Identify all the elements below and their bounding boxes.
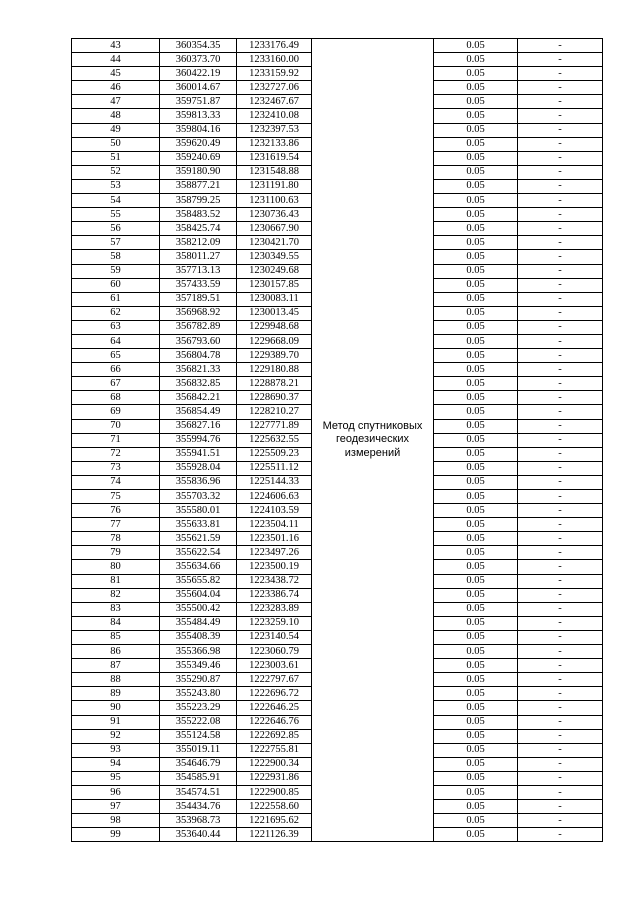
accuracy-cell: 0.05 (434, 433, 518, 447)
point-number-cell: 61 (72, 292, 160, 306)
x-coordinate-cell: 359804.16 (160, 123, 237, 137)
note-cell: - (518, 236, 603, 250)
note-cell: - (518, 602, 603, 616)
y-coordinate-cell: 1223500.19 (237, 560, 312, 574)
point-number-cell: 82 (72, 588, 160, 602)
note-cell: - (518, 222, 603, 236)
note-cell: - (518, 814, 603, 828)
x-coordinate-cell: 355633.81 (160, 518, 237, 532)
y-coordinate-cell: 1230013.45 (237, 306, 312, 320)
note-cell: - (518, 743, 603, 757)
x-coordinate-cell: 355222.08 (160, 715, 237, 729)
accuracy-cell: 0.05 (434, 194, 518, 208)
accuracy-cell: 0.05 (434, 616, 518, 630)
note-cell: - (518, 475, 603, 489)
y-coordinate-cell: 1229180.88 (237, 363, 312, 377)
x-coordinate-cell: 360373.70 (160, 53, 237, 67)
accuracy-cell: 0.05 (434, 137, 518, 151)
accuracy-cell: 0.05 (434, 588, 518, 602)
accuracy-cell: 0.05 (434, 701, 518, 715)
x-coordinate-cell: 356842.21 (160, 391, 237, 405)
x-coordinate-cell: 354434.76 (160, 800, 237, 814)
note-cell: - (518, 137, 603, 151)
point-number-cell: 98 (72, 814, 160, 828)
point-number-cell: 66 (72, 363, 160, 377)
note-cell: - (518, 334, 603, 348)
note-cell: - (518, 785, 603, 799)
point-number-cell: 89 (72, 687, 160, 701)
point-number-cell: 47 (72, 95, 160, 109)
point-number-cell: 69 (72, 405, 160, 419)
y-coordinate-cell: 1232410.08 (237, 109, 312, 123)
accuracy-cell: 0.05 (434, 814, 518, 828)
accuracy-cell: 0.05 (434, 659, 518, 673)
accuracy-cell: 0.05 (434, 81, 518, 95)
point-number-cell: 86 (72, 645, 160, 659)
point-number-cell: 67 (72, 377, 160, 391)
point-number-cell: 83 (72, 602, 160, 616)
accuracy-cell: 0.05 (434, 278, 518, 292)
accuracy-cell: 0.05 (434, 673, 518, 687)
x-coordinate-cell: 355836.96 (160, 475, 237, 489)
x-coordinate-cell: 360422.19 (160, 67, 237, 81)
x-coordinate-cell: 356854.49 (160, 405, 237, 419)
note-cell: - (518, 715, 603, 729)
note-cell: - (518, 588, 603, 602)
x-coordinate-cell: 355580.01 (160, 504, 237, 518)
y-coordinate-cell: 1223497.26 (237, 546, 312, 560)
y-coordinate-cell: 1230083.11 (237, 292, 312, 306)
accuracy-cell: 0.05 (434, 208, 518, 222)
accuracy-cell: 0.05 (434, 461, 518, 475)
y-coordinate-cell: 1223283.89 (237, 602, 312, 616)
point-number-cell: 75 (72, 490, 160, 504)
note-cell: - (518, 673, 603, 687)
y-coordinate-cell: 1231619.54 (237, 151, 312, 165)
point-number-cell: 64 (72, 334, 160, 348)
x-coordinate-cell: 357189.51 (160, 292, 237, 306)
point-number-cell: 53 (72, 179, 160, 193)
accuracy-cell: 0.05 (434, 532, 518, 546)
note-cell: - (518, 532, 603, 546)
x-coordinate-cell: 359180.90 (160, 165, 237, 179)
x-coordinate-cell: 353968.73 (160, 814, 237, 828)
note-cell: - (518, 616, 603, 630)
point-number-cell: 77 (72, 518, 160, 532)
point-number-cell: 59 (72, 264, 160, 278)
x-coordinate-cell: 358877.21 (160, 179, 237, 193)
accuracy-cell: 0.05 (434, 109, 518, 123)
point-number-cell: 50 (72, 137, 160, 151)
y-coordinate-cell: 1222931.86 (237, 771, 312, 785)
point-number-cell: 62 (72, 306, 160, 320)
x-coordinate-cell: 354574.51 (160, 785, 237, 799)
note-cell: - (518, 560, 603, 574)
coordinates-table-body (72, 39, 603, 842)
accuracy-cell: 0.05 (434, 405, 518, 419)
note-cell: - (518, 630, 603, 644)
note-cell: - (518, 165, 603, 179)
accuracy-cell: 0.05 (434, 687, 518, 701)
x-coordinate-cell: 357433.59 (160, 278, 237, 292)
y-coordinate-cell: 1232133.86 (237, 137, 312, 151)
note-cell: - (518, 39, 603, 53)
accuracy-cell: 0.05 (434, 630, 518, 644)
accuracy-cell: 0.05 (434, 518, 518, 532)
accuracy-cell: 0.05 (434, 53, 518, 67)
point-number-cell: 51 (72, 151, 160, 165)
accuracy-cell: 0.05 (434, 179, 518, 193)
y-coordinate-cell: 1222900.85 (237, 785, 312, 799)
y-coordinate-cell: 1223504.11 (237, 518, 312, 532)
accuracy-cell: 0.05 (434, 67, 518, 81)
y-coordinate-cell: 1232727.06 (237, 81, 312, 95)
point-number-cell: 84 (72, 616, 160, 630)
y-coordinate-cell: 1231548.88 (237, 165, 312, 179)
y-coordinate-cell: 1230421.70 (237, 236, 312, 250)
note-cell: - (518, 349, 603, 363)
y-coordinate-cell: 1233160.00 (237, 53, 312, 67)
y-coordinate-cell: 1223259.10 (237, 616, 312, 630)
note-cell: - (518, 123, 603, 137)
accuracy-cell: 0.05 (434, 39, 518, 53)
point-number-cell: 87 (72, 659, 160, 673)
point-number-cell: 94 (72, 757, 160, 771)
y-coordinate-cell: 1222692.85 (237, 729, 312, 743)
note-cell: - (518, 518, 603, 532)
point-number-cell: 48 (72, 109, 160, 123)
point-number-cell: 58 (72, 250, 160, 264)
y-coordinate-cell: 1230157.85 (237, 278, 312, 292)
y-coordinate-cell: 1222755.81 (237, 743, 312, 757)
point-number-cell: 76 (72, 504, 160, 518)
point-number-cell: 68 (72, 391, 160, 405)
note-cell: - (518, 757, 603, 771)
accuracy-cell: 0.05 (434, 165, 518, 179)
x-coordinate-cell: 356793.60 (160, 334, 237, 348)
accuracy-cell: 0.05 (434, 757, 518, 771)
y-coordinate-cell: 1233159.92 (237, 67, 312, 81)
x-coordinate-cell: 355634.66 (160, 560, 237, 574)
accuracy-cell: 0.05 (434, 645, 518, 659)
x-coordinate-cell: 358483.52 (160, 208, 237, 222)
y-coordinate-cell: 1231100.63 (237, 194, 312, 208)
accuracy-cell: 0.05 (434, 264, 518, 278)
y-coordinate-cell: 1230667.90 (237, 222, 312, 236)
y-coordinate-cell: 1233176.49 (237, 39, 312, 53)
y-coordinate-cell: 1229389.70 (237, 349, 312, 363)
accuracy-cell: 0.05 (434, 222, 518, 236)
point-number-cell: 70 (72, 419, 160, 433)
y-coordinate-cell: 1225509.23 (237, 447, 312, 461)
accuracy-cell: 0.05 (434, 785, 518, 799)
point-number-cell: 78 (72, 532, 160, 546)
y-coordinate-cell: 1222646.25 (237, 701, 312, 715)
accuracy-cell: 0.05 (434, 504, 518, 518)
point-number-cell: 91 (72, 715, 160, 729)
accuracy-cell: 0.05 (434, 391, 518, 405)
accuracy-cell: 0.05 (434, 151, 518, 165)
point-number-cell: 55 (72, 208, 160, 222)
y-coordinate-cell: 1222696.72 (237, 687, 312, 701)
point-number-cell: 52 (72, 165, 160, 179)
y-coordinate-cell: 1223003.61 (237, 659, 312, 673)
note-cell: - (518, 250, 603, 264)
point-number-cell: 71 (72, 433, 160, 447)
x-coordinate-cell: 356782.89 (160, 320, 237, 334)
note-cell: - (518, 800, 603, 814)
point-number-cell: 46 (72, 81, 160, 95)
x-coordinate-cell: 355243.80 (160, 687, 237, 701)
y-coordinate-cell: 1222900.34 (237, 757, 312, 771)
y-coordinate-cell: 1230736.43 (237, 208, 312, 222)
note-cell: - (518, 306, 603, 320)
note-cell: - (518, 95, 603, 109)
y-coordinate-cell: 1225511.12 (237, 461, 312, 475)
y-coordinate-cell: 1222797.67 (237, 673, 312, 687)
point-number-cell: 95 (72, 771, 160, 785)
x-coordinate-cell: 359751.87 (160, 95, 237, 109)
note-cell: - (518, 645, 603, 659)
point-number-cell: 57 (72, 236, 160, 250)
note-cell: - (518, 292, 603, 306)
x-coordinate-cell: 356968.92 (160, 306, 237, 320)
note-cell: - (518, 81, 603, 95)
note-cell: - (518, 419, 603, 433)
point-number-cell: 85 (72, 630, 160, 644)
point-number-cell: 43 (72, 39, 160, 53)
point-number-cell: 44 (72, 53, 160, 67)
y-coordinate-cell: 1228878.21 (237, 377, 312, 391)
y-coordinate-cell: 1229668.09 (237, 334, 312, 348)
point-number-cell: 73 (72, 461, 160, 475)
accuracy-cell: 0.05 (434, 292, 518, 306)
coordinates-table (71, 38, 603, 842)
x-coordinate-cell: 356821.33 (160, 363, 237, 377)
note-cell: - (518, 53, 603, 67)
accuracy-cell: 0.05 (434, 236, 518, 250)
y-coordinate-cell: 1228210.27 (237, 405, 312, 419)
note-cell: - (518, 701, 603, 715)
x-coordinate-cell: 359240.69 (160, 151, 237, 165)
x-coordinate-cell: 355019.11 (160, 743, 237, 757)
accuracy-cell: 0.05 (434, 715, 518, 729)
accuracy-cell: 0.05 (434, 377, 518, 391)
note-cell: - (518, 377, 603, 391)
y-coordinate-cell: 1230349.55 (237, 250, 312, 264)
point-number-cell: 97 (72, 800, 160, 814)
y-coordinate-cell: 1227771.89 (237, 419, 312, 433)
y-coordinate-cell: 1225632.55 (237, 433, 312, 447)
y-coordinate-cell: 1221695.62 (237, 814, 312, 828)
point-number-cell: 90 (72, 701, 160, 715)
x-coordinate-cell: 356832.85 (160, 377, 237, 391)
y-coordinate-cell: 1232397.53 (237, 123, 312, 137)
accuracy-cell: 0.05 (434, 800, 518, 814)
point-number-cell: 72 (72, 447, 160, 461)
note-cell: - (518, 151, 603, 165)
x-coordinate-cell: 355366.98 (160, 645, 237, 659)
y-coordinate-cell: 1230249.68 (237, 264, 312, 278)
x-coordinate-cell: 355621.59 (160, 532, 237, 546)
accuracy-cell: 0.05 (434, 490, 518, 504)
accuracy-cell: 0.05 (434, 546, 518, 560)
note-cell: - (518, 659, 603, 673)
accuracy-cell: 0.05 (434, 828, 518, 842)
x-coordinate-cell: 355484.49 (160, 616, 237, 630)
note-cell: - (518, 490, 603, 504)
accuracy-cell: 0.05 (434, 729, 518, 743)
y-coordinate-cell: 1223140.54 (237, 630, 312, 644)
y-coordinate-cell: 1223438.72 (237, 574, 312, 588)
point-number-cell: 92 (72, 729, 160, 743)
y-coordinate-cell: 1222646.76 (237, 715, 312, 729)
accuracy-cell: 0.05 (434, 95, 518, 109)
x-coordinate-cell: 355703.32 (160, 490, 237, 504)
accuracy-cell: 0.05 (434, 123, 518, 137)
x-coordinate-cell: 355622.54 (160, 546, 237, 560)
point-number-cell: 56 (72, 222, 160, 236)
y-coordinate-cell: 1232467.67 (237, 95, 312, 109)
x-coordinate-cell: 355941.51 (160, 447, 237, 461)
x-coordinate-cell: 358212.09 (160, 236, 237, 250)
y-coordinate-cell: 1222558.60 (237, 800, 312, 814)
note-cell: - (518, 391, 603, 405)
y-coordinate-cell: 1221126.39 (237, 828, 312, 842)
note-cell: - (518, 447, 603, 461)
point-number-cell: 49 (72, 123, 160, 137)
accuracy-cell: 0.05 (434, 447, 518, 461)
accuracy-cell: 0.05 (434, 743, 518, 757)
accuracy-cell: 0.05 (434, 771, 518, 785)
point-number-cell: 80 (72, 560, 160, 574)
note-cell: - (518, 771, 603, 785)
note-cell: - (518, 504, 603, 518)
point-number-cell: 54 (72, 194, 160, 208)
point-number-cell: 65 (72, 349, 160, 363)
point-number-cell: 74 (72, 475, 160, 489)
y-coordinate-cell: 1225144.33 (237, 475, 312, 489)
x-coordinate-cell: 358799.25 (160, 194, 237, 208)
note-cell: - (518, 179, 603, 193)
point-number-cell: 93 (72, 743, 160, 757)
x-coordinate-cell: 360354.35 (160, 39, 237, 53)
note-cell: - (518, 320, 603, 334)
x-coordinate-cell: 359813.33 (160, 109, 237, 123)
x-coordinate-cell: 355994.76 (160, 433, 237, 447)
x-coordinate-cell: 355604.04 (160, 588, 237, 602)
note-cell: - (518, 208, 603, 222)
x-coordinate-cell: 355349.46 (160, 659, 237, 673)
x-coordinate-cell: 355124.58 (160, 729, 237, 743)
y-coordinate-cell: 1229948.68 (237, 320, 312, 334)
x-coordinate-cell: 353640.44 (160, 828, 237, 842)
note-cell: - (518, 687, 603, 701)
note-cell: - (518, 828, 603, 842)
note-cell: - (518, 109, 603, 123)
x-coordinate-cell: 355655.82 (160, 574, 237, 588)
y-coordinate-cell: 1224606.63 (237, 490, 312, 504)
note-cell: - (518, 264, 603, 278)
note-cell: - (518, 278, 603, 292)
x-coordinate-cell: 359620.49 (160, 137, 237, 151)
accuracy-cell: 0.05 (434, 320, 518, 334)
note-cell: - (518, 67, 603, 81)
x-coordinate-cell: 358011.27 (160, 250, 237, 264)
x-coordinate-cell: 356827.16 (160, 419, 237, 433)
note-cell: - (518, 729, 603, 743)
accuracy-cell: 0.05 (434, 334, 518, 348)
note-cell: - (518, 405, 603, 419)
point-number-cell: 99 (72, 828, 160, 842)
y-coordinate-cell: 1223386.74 (237, 588, 312, 602)
point-number-cell: 79 (72, 546, 160, 560)
x-coordinate-cell: 354585.91 (160, 771, 237, 785)
y-coordinate-cell: 1223501.16 (237, 532, 312, 546)
y-coordinate-cell: 1223060.79 (237, 645, 312, 659)
accuracy-cell: 0.05 (434, 306, 518, 320)
accuracy-cell: 0.05 (434, 574, 518, 588)
x-coordinate-cell: 355223.29 (160, 701, 237, 715)
accuracy-cell: 0.05 (434, 602, 518, 616)
point-number-cell: 96 (72, 785, 160, 799)
note-cell: - (518, 363, 603, 377)
note-cell: - (518, 461, 603, 475)
x-coordinate-cell: 355500.42 (160, 602, 237, 616)
accuracy-cell: 0.05 (434, 363, 518, 377)
accuracy-cell: 0.05 (434, 250, 518, 264)
x-coordinate-cell: 358425.74 (160, 222, 237, 236)
table-row (72, 39, 603, 53)
point-number-cell: 63 (72, 320, 160, 334)
accuracy-cell: 0.05 (434, 419, 518, 433)
y-coordinate-cell: 1228690.37 (237, 391, 312, 405)
point-number-cell: 81 (72, 574, 160, 588)
point-number-cell: 88 (72, 673, 160, 687)
x-coordinate-cell: 357713.13 (160, 264, 237, 278)
note-cell: - (518, 574, 603, 588)
y-coordinate-cell: 1231191.80 (237, 179, 312, 193)
x-coordinate-cell: 355290.87 (160, 673, 237, 687)
x-coordinate-cell: 355408.39 (160, 630, 237, 644)
note-cell: - (518, 194, 603, 208)
note-cell: - (518, 433, 603, 447)
method-cell: Метод спутниковых геодезических измерений (312, 39, 434, 842)
accuracy-cell: 0.05 (434, 349, 518, 363)
x-coordinate-cell: 355928.04 (160, 461, 237, 475)
point-number-cell: 60 (72, 278, 160, 292)
note-cell: - (518, 546, 603, 560)
accuracy-cell: 0.05 (434, 475, 518, 489)
x-coordinate-cell: 356804.78 (160, 349, 237, 363)
y-coordinate-cell: 1224103.59 (237, 504, 312, 518)
point-number-cell: 45 (72, 67, 160, 81)
accuracy-cell: 0.05 (434, 560, 518, 574)
x-coordinate-cell: 360014.67 (160, 81, 237, 95)
x-coordinate-cell: 354646.79 (160, 757, 237, 771)
